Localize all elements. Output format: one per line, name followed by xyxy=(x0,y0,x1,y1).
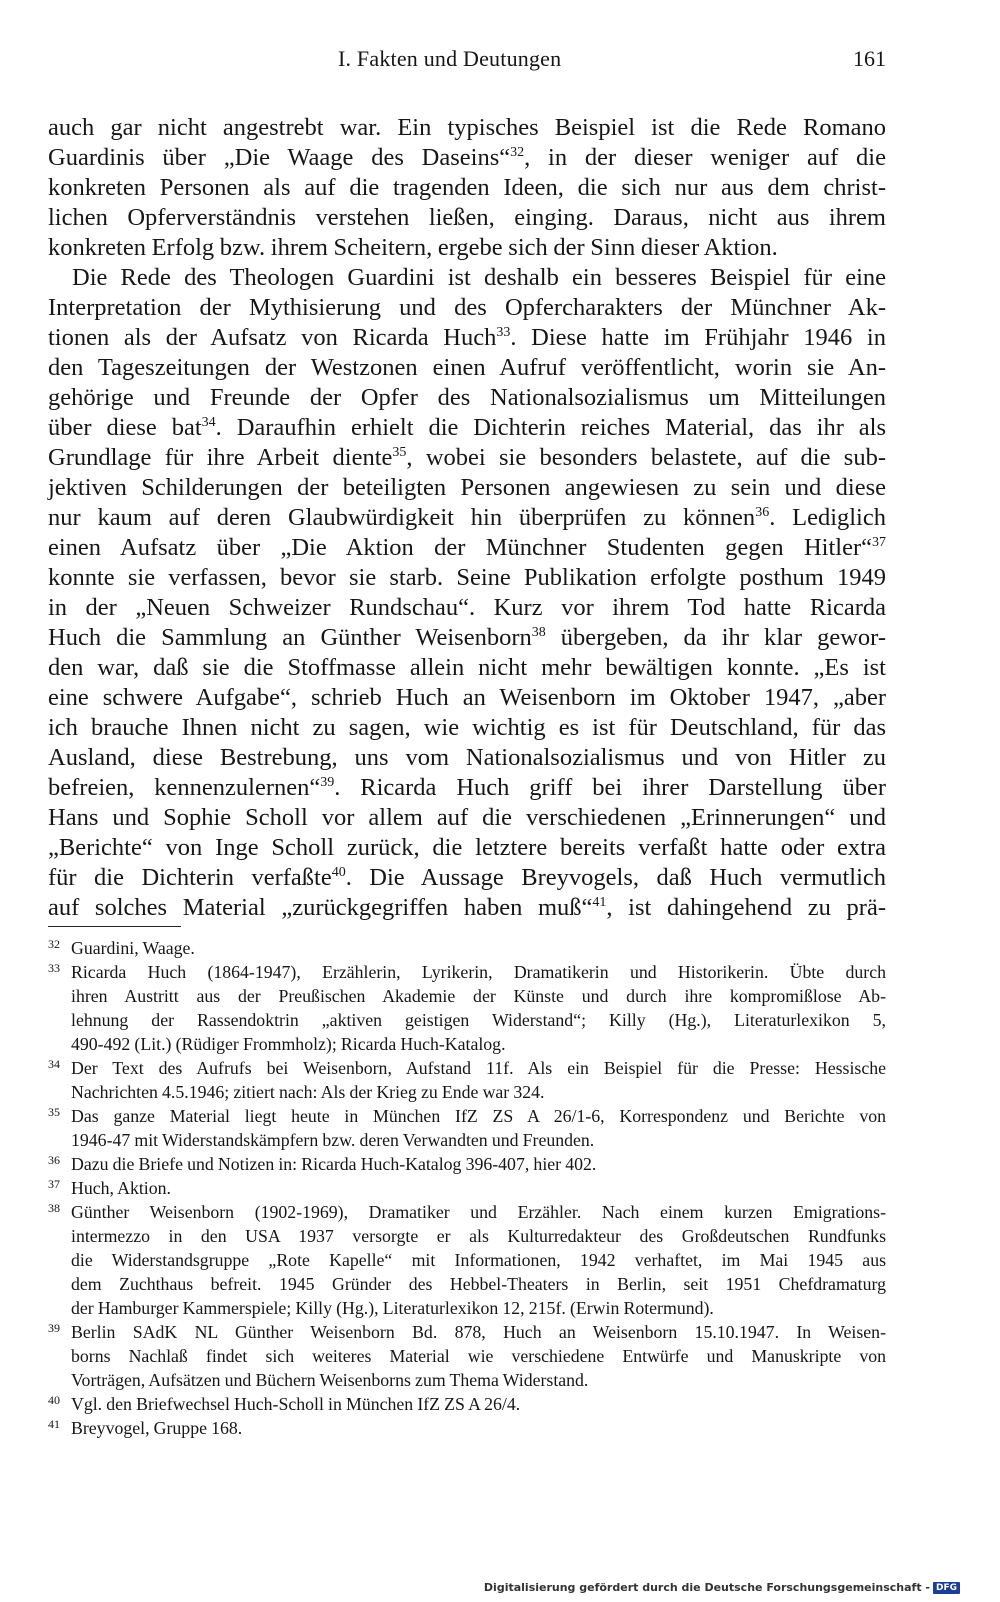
body-line: ich brauche Ihnen nicht zu sagen, wie wichtig es ist für Deutschland, für das xyxy=(48,714,886,741)
footnote-text: lehnung der Rassendoktrin „aktiven geistigen Widerstand“; Killy (Hg.), Literaturlexikon 5, xyxy=(71,1010,886,1030)
footnote-number: 32 xyxy=(48,937,60,951)
footnote-number: 35 xyxy=(48,1105,60,1119)
body-line: für die Dichterin verfaßte$^{40}$. Die Aussage Breyvogels, daß Huch vermutlich xyxy=(48,864,886,891)
footnote-number: 41 xyxy=(48,1417,60,1431)
footnote-number: 37 xyxy=(48,1177,60,1191)
running-head: I. Fakten und Deutungen xyxy=(338,46,562,71)
body-line: Hans und Sophie Scholl vor allem auf die verschiedenen „Erinnerungen“ und xyxy=(48,804,886,831)
body-line: „Berichte“ von Inge Scholl zurück, die letztere bereits verfaßt hatte oder extra xyxy=(48,834,886,861)
credit-text: Digitalisierung gefördert durch die Deutsche Forschungsgemeinschaft - xyxy=(483,1581,930,1594)
body-line: konnte sie verfassen, bevor sie starb. Seine Publikation erfolgte posthum 1949 xyxy=(48,564,886,591)
footnote-line xyxy=(48,984,886,1008)
footnote-text: Das ganze Material liegt heute in München IfZ ZS A 26/1-6, Korrespondenz und Berichte von xyxy=(71,1106,886,1126)
footnote-divider xyxy=(48,926,181,927)
footnote-line xyxy=(48,1056,886,1080)
footnote-line xyxy=(48,1224,886,1248)
footnote-ref: 38 xyxy=(531,625,546,640)
footnote-text: 1946-47 mit Widerstandskämpfern bzw. deren Verwandten und Freunden. xyxy=(71,1130,595,1150)
footnote-line xyxy=(48,1152,886,1176)
footnote-text: borns Nachlaß findet sich weiteres Material wie verschiedene Entwürfe und Manuskripte von xyxy=(71,1346,886,1366)
footnote-text: Der Text des Aufrufs bei Weisenborn, Aufstand 11f. Als ein Beispiel für die Presse: Hessische xyxy=(71,1058,886,1078)
footnote-text: Dazu die Briefe und Notizen in: Ricarda Huch-Katalog 396-407, hier 402. xyxy=(71,1154,597,1174)
body-line: Grundlage für ihre Arbeit diente$^{35}$, wobei sie besonders belastete, auf die sub- xyxy=(48,444,886,471)
body-line: Huch die Sammlung an Günther Weisenborn$^{38}$ übergeben, da ihr klar gewor- xyxy=(48,624,886,651)
footnote-number: 39 xyxy=(48,1321,60,1335)
body-text xyxy=(48,113,886,923)
body-line: konkreten Personen als auf die tragenden Ideen, die sich nur aus dem christ- xyxy=(48,174,886,201)
body-line: in der „Neuen Schweizer Rundschau“. Kurz vor ihrem Tod hatte Ricarda xyxy=(48,594,886,621)
body-line: einen Aufsatz über „Die Aktion der Münchner Studenten gegen Hitler“$^{37}$ xyxy=(48,534,886,561)
body-line: den war, daß sie die Stoffmasse allein nicht mehr bewältigen konnte. „Es ist xyxy=(48,654,886,681)
body-line: eine schwere Aufgabe“, schrieb Huch an Weisenborn im Oktober 1947, „aber xyxy=(48,684,886,711)
footnote-line xyxy=(48,1104,886,1128)
footnote-line xyxy=(48,1080,886,1104)
footnote-ref: 32 xyxy=(510,145,525,160)
body-line: auch gar nicht angestrebt war. Ein typisches Beispiel ist die Rede Romano xyxy=(48,114,886,141)
footnote-line xyxy=(48,1032,886,1056)
footnote-ref: 41 xyxy=(592,895,607,910)
footnote-line xyxy=(48,1248,886,1272)
body-line: jektiven Schilderungen der beteiligten Personen angewiesen zu sein und diese xyxy=(48,474,886,501)
footnote-ref: 37 xyxy=(872,535,886,550)
footnote-line xyxy=(48,1008,886,1032)
footnote-number: 40 xyxy=(48,1393,60,1407)
footnote-number: 36 xyxy=(48,1153,60,1167)
body-line: Interpretation der Mythisierung und des Opfercharakters der Münchner Ak- xyxy=(48,294,886,321)
body-line: konkreten Erfolg bzw. ihrem Scheitern, ergebe sich der Sinn dieser Aktion. xyxy=(48,234,778,261)
footnote-ref: 40 xyxy=(331,865,346,880)
footnotes xyxy=(48,936,886,1440)
footnote-number: 34 xyxy=(48,1057,60,1071)
footnote-text: Breyvogel, Gruppe 168. xyxy=(71,1418,243,1438)
footnote-line xyxy=(48,1128,886,1152)
footnote-line xyxy=(48,1200,886,1224)
footnote-line xyxy=(48,960,886,984)
footnote-text: Nachrichten 4.5.1946; zitiert nach: Als der Krieg zu Ende war 324. xyxy=(71,1082,545,1102)
body-line: über diese bat$^{34}$. Daraufhin erhielt die Dichterin reiches Material, das ihr als xyxy=(48,414,886,441)
body-line: nur kaum auf deren Glaubwürdigkeit hin überprüfen zu können$^{36}$. Lediglich xyxy=(48,504,886,531)
footnote-ref: 33 xyxy=(496,325,511,340)
body-line: den Tageszeitungen der Westzonen einen Aufruf veröffentlicht, worin sie An- xyxy=(48,354,886,381)
footnote-line xyxy=(48,1296,886,1320)
footnote-number: 38 xyxy=(48,1201,60,1215)
body-line: auf solches Material „zurückgegriffen haben muß“$^{41}$, ist dahingehend zu prä- xyxy=(48,894,886,921)
footnote-text: Huch, Aktion. xyxy=(71,1178,171,1198)
footnote-line xyxy=(48,1368,886,1392)
footnote-line xyxy=(48,1320,886,1344)
footnote-text: Vgl. den Briefwechsel Huch-Scholl in München IfZ ZS A 26/4. xyxy=(71,1394,521,1414)
body-line: Guardinis über „Die Waage des Daseins“$^{32}$, in der dieser weniger auf die xyxy=(48,144,886,171)
footnote-text: Guardini, Waage. xyxy=(71,938,195,958)
footnote-number: 33 xyxy=(48,961,60,975)
footnote-text: die Widerstandsgruppe „Rote Kapelle“ mit Informationen, 1942 verhaftet, im Mai 1945 aus xyxy=(71,1250,886,1270)
footnote-text: intermezzo in den USA 1937 versorgte er als Kulturredakteur des Großdeutschen Rundfunks xyxy=(71,1226,886,1246)
footnote-ref: 36 xyxy=(755,505,770,520)
footnote-text: Vorträgen, Aufsätzen und Büchern Weisenborns zum Thema Widerstand. xyxy=(71,1370,589,1390)
footnote-text: Günther Weisenborn (1902-1969), Dramatiker und Erzähler. Nach einem kurzen Emigrations- xyxy=(71,1202,886,1222)
footnote-ref: 35 xyxy=(392,445,407,460)
footnote-text: Berlin SAdK NL Günther Weisenborn Bd. 878, Huch an Weisenborn 15.10.1947. In Weisen- xyxy=(71,1322,886,1342)
body-line: Die Rede des Theologen Guardini ist deshalb ein besseres Beispiel für eine xyxy=(72,264,886,291)
footnote-text: Ricarda Huch (1864-1947), Erzählerin, Lyrikerin, Dramatikerin und Historikerin. Übte durch xyxy=(71,962,886,982)
body-line: gehörige und Freunde der Opfer des Nationalsozialismus um Mitteilungen xyxy=(48,384,886,411)
footnote-line xyxy=(48,1344,886,1368)
footnote-ref: 39 xyxy=(320,775,335,790)
footnote-line xyxy=(48,1272,886,1296)
dfg-logo: DFG xyxy=(933,1582,960,1594)
footnote-text: der Hamburger Kammerspiele; Killy (Hg.), Literaturlexikon 12, 215f. (Erwin Rotermund). xyxy=(71,1298,714,1318)
page-number: 161 xyxy=(853,46,886,71)
digitization-credit xyxy=(484,1581,960,1594)
body-line: Ausland, diese Bestrebung, uns vom Nationalsozialismus und von Hitler zu xyxy=(48,744,886,771)
body-line: lichen Opferverständnis verstehen ließen, einging. Daraus, nicht aus ihrem xyxy=(48,204,886,231)
footnote-line xyxy=(48,1416,886,1440)
footnote-text: 490-492 (Lit.) (Rüdiger Frommholz); Ricarda Huch-Katalog. xyxy=(71,1034,506,1054)
page-header xyxy=(48,46,886,80)
footnote-line xyxy=(48,1176,886,1200)
footnote-line xyxy=(48,936,886,960)
footnote-line xyxy=(48,1392,886,1416)
footnote-text: dem Zuchthaus befreit. 1945 Gründer des Hebbel-Theaters in Berlin, seit 1951 Chefdramaturg xyxy=(71,1274,886,1294)
body-line: tionen als der Aufsatz von Ricarda Huch$^{33}$. Diese hatte im Frühjahr 1946 in xyxy=(48,324,886,351)
footnote-text: ihren Austritt aus der Preußischen Akademie der Künste und durch ihre kompromißlose Ab- xyxy=(71,986,886,1006)
footnote-ref: 34 xyxy=(201,415,216,430)
body-line: befreien, kennenzulernen“$^{39}$. Ricarda Huch griff bei ihrer Darstellung über xyxy=(48,774,886,801)
